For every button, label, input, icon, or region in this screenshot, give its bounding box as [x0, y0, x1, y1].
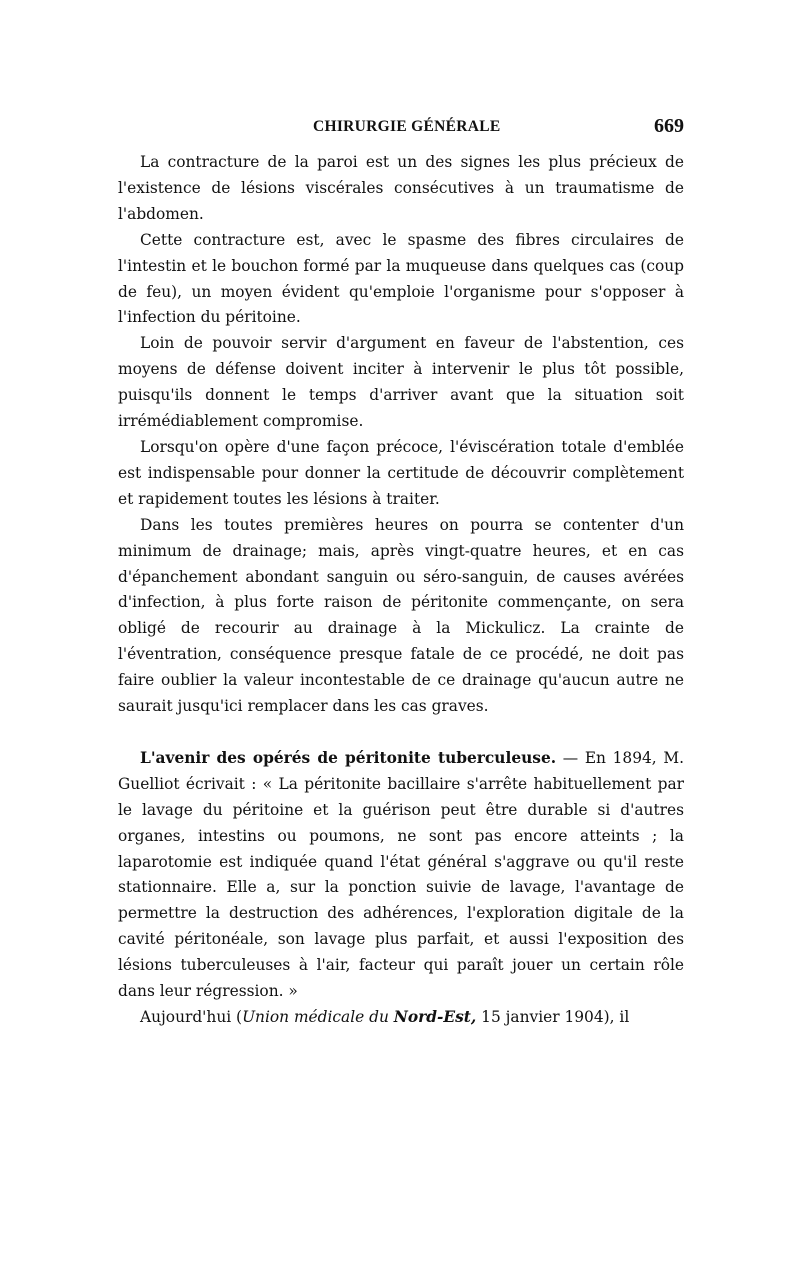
paragraph: Cette contracture est, avec le spasme des fibres circulaires de l'intestin et le bouchon formé par la muqueuse dans quelques cas (coup de feu), un moyen évident qu'emploie l'organisme pour s'opposer à l'infection du péritoine.: [118, 230, 684, 327]
book-page: [118, 116, 684, 1031]
body-text: [118, 150, 684, 1031]
running-title: CHIRURGIE GÉNÉRALE: [313, 118, 501, 135]
citation-journal: Union médicale du: [242, 1008, 394, 1026]
section-paragraph: [118, 746, 684, 1005]
paragraph: Lorsqu'on opère d'une façon précoce, l'éviscération totale d'emblée est indispensable pour donner la certitude de découvrir complètement et rapidement toutes les lésions à traiter.: [118, 437, 684, 508]
section-spacer: [118, 720, 684, 746]
paragraph: [118, 1005, 684, 1031]
paragraph: Loin de pouvoir servir d'argument en faveur de l'abstention, ces moyens de défense doivent inciter à intervenir le plus tôt possible, puisqu'ils donnent le temps d'arriver avant que la situation soit irrémédiablement compromise.: [118, 334, 684, 431]
page-number: 669: [654, 115, 684, 137]
paragraph: La contracture de la paroi est un des signes les plus précieux de l'existence de lésions viscérales consécutives à un traumatisme de l'abdomen.: [118, 153, 684, 223]
paragraph-text: Aujourd'hui (: [140, 1008, 243, 1026]
paragraph-text: 15 janvier 1904), il: [476, 1008, 630, 1026]
paragraph: Dans les toutes premières heures on pourra se contenter d'un minimum de drainage; mais, après vingt-quatre heures, et en cas d'épanchement abondant sanguin ou séro-sanguin, de causes avérées d'infection, à plus forte raison de péritonite commençante, on sera obligé de recourir au drainage à la Mickulicz. La crainte de l'éventration, conséquence presque fatale de ce procédé, ne doit pas faire oublier la valeur incontestable de ce drainage qu'aucun autre ne saurait jusqu'ici remplacer dans les cas graves.: [118, 515, 684, 716]
citation-region: Nord-Est,: [393, 1008, 477, 1026]
section-text: — En 1894, M. Guelliot écrivait : « La péritonite bacillaire s'arrête habituellement par le lavage du péritoine et la guérison peut être durable si d'autres organes, intestins ou poumons, ne sont pas encore atteints ; la laparotomie est indiquée quand l'état général s'aggrave ou qu'il reste stationnaire. Elle a, sur la ponction suivie de lavage, l'avantage de permettre la destruction des adhérences, l'exploration digitale de la cavité péritonéale, son lavage plus parfait, et aussi l'exposition des lésions tuberculeuses à l'air, facteur qui paraît jouer un certain rôle dans leur régression. »: [118, 748, 684, 1001]
section-title: L'avenir des opérés de péritonite tuberculeuse.: [140, 748, 557, 767]
running-head: [118, 116, 684, 146]
